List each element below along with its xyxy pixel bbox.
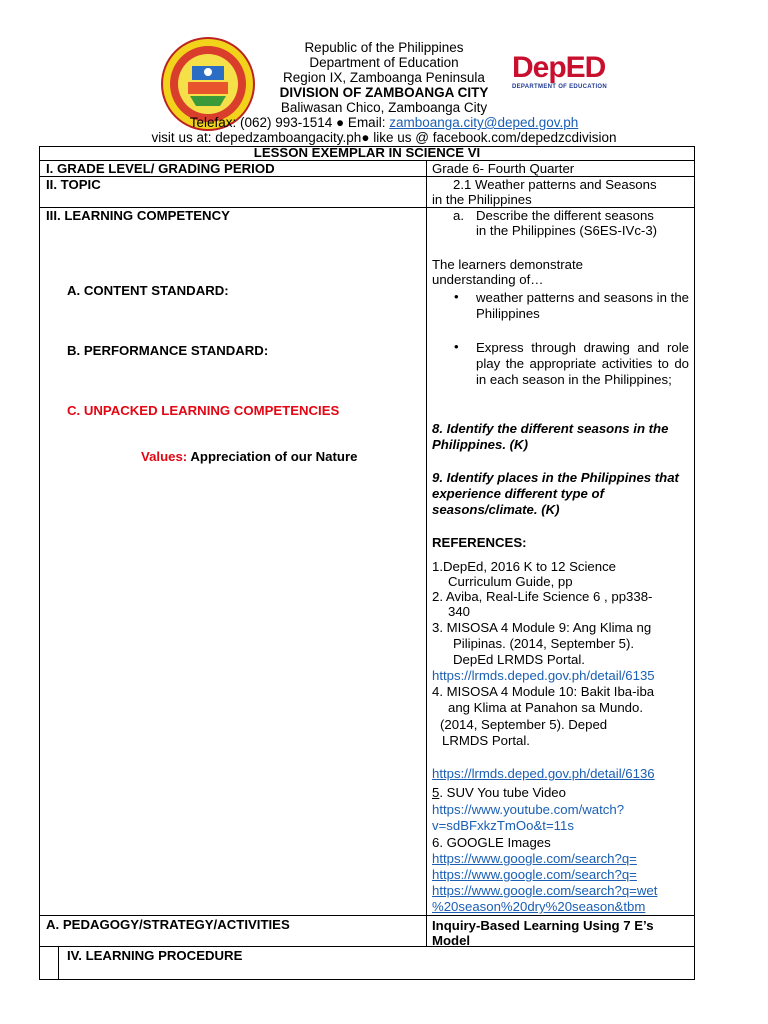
performance-bullet-text: Express through drawing and role play the appropriate activities to do in each season in the Philippines; [476, 340, 689, 387]
header-address: Baliwasan Chico, Zamboanga City [280, 100, 488, 115]
ref4-line3: (2014, September 5). Deped [440, 717, 608, 732]
ref3-line1: 3. MISOSA 4 Module 9: Ang Klima ng [432, 620, 652, 635]
deped-logo-subtext: DEPARTMENT OF EDUCATION [512, 84, 608, 90]
bullet-dot: • [454, 339, 459, 354]
content-intro-line2: understanding of… [432, 272, 544, 287]
ref4-line1: 4. MISOSA 4 Module 10: Bakit Iba-iba [432, 684, 655, 699]
unpacked-competencies-label: C. UNPACKED LEARNING COMPETENCIES [67, 403, 340, 418]
content-intro-line1: The learners demonstrate [432, 257, 583, 272]
topic-value-line2: in the Philippines [432, 192, 532, 207]
ref6-link3-line2[interactable]: %20season%20dry%20season&tbm [432, 899, 646, 914]
grade-level-value: Grade 6- Fourth Quarter [432, 161, 575, 176]
ref5-link-line2[interactable]: v=sdBFxkzTmOo&t=11s [432, 818, 574, 833]
competency-line2: in the Philippines (S6ES-IVc-3) [476, 223, 658, 238]
bullet-dot: • [454, 289, 459, 304]
ref1-line2: Curriculum Guide, pp [448, 574, 573, 589]
telefax-text: Telefax: (062) 993-1514 ● Email: [189, 115, 390, 130]
ref6-link2[interactable]: https://www.google.com/search?q= [432, 867, 637, 882]
ref4-link[interactable]: https://lrmds.deped.gov.ph/detail/6136 [432, 766, 655, 781]
ref2-line1: 2. Aviba, Real-Life Science 6 , pp338- [432, 589, 653, 604]
ref5-number: 5 [432, 785, 440, 800]
table-divider [58, 979, 695, 980]
ref3-line2: Pilipinas. (2014, September 5). [453, 636, 635, 651]
table-divider [39, 915, 695, 916]
ref2-line2: 340 [448, 604, 471, 619]
ref5-text: . SUV You tube Video [439, 785, 566, 800]
performance-standard-label: B. PERFORMANCE STANDARD: [67, 343, 269, 358]
grade-level-label: I. GRADE LEVEL/ GRADING PERIOD [46, 161, 275, 176]
header-region: Region IX, Zamboanga Peninsula [283, 70, 485, 85]
values-label: Values: [141, 449, 188, 464]
header-telefax [0, 115, 768, 130]
learning-procedure-label: IV. LEARNING PROCEDURE [67, 948, 243, 963]
table-column-divider [426, 160, 427, 946]
header-division: DIVISION OF ZAMBOANGA CITY [279, 85, 489, 100]
ref3-link[interactable]: https://lrmds.deped.gov.ph/detail/6135 [432, 668, 655, 683]
pedagogy-value-line1: Inquiry-Based Learning Using 7 E’s [432, 918, 654, 933]
content-standard-label: A. CONTENT STANDARD: [67, 283, 229, 298]
competency-marker: a. [453, 208, 464, 223]
pedagogy-value-line2: Model [432, 933, 471, 948]
objective-8: 8. Identify the different seasons in the Philippines. (K) [432, 421, 669, 452]
values-line [141, 449, 357, 465]
header-visit: visit us at: depedzamboangacity.ph● like us @ facebook.com/depedzcdivision [151, 130, 617, 145]
table-column-divider [58, 946, 59, 980]
ref5-line [432, 785, 566, 801]
topic-label: II. TOPIC [46, 177, 101, 192]
competency-line1: Describe the different seasons [476, 208, 654, 223]
ref6-link1[interactable]: https://www.google.com/search?q= [432, 851, 637, 866]
topic-value-line1: 2.1 Weather patterns and Seasons [453, 177, 657, 192]
header-department: Department of Education [309, 55, 459, 70]
deped-logo-icon [512, 52, 612, 96]
pedagogy-label: A. PEDAGOGY/STRATEGY/ACTIVITIES [46, 917, 290, 932]
ref6-link3-line1[interactable]: https://www.google.com/search?q=wet [432, 883, 658, 898]
values-text: Appreciation of our Nature [187, 449, 358, 464]
deped-logo-text: DepED [512, 51, 606, 84]
objective-9: 9. Identify places in the Philippines that experience different type of seasons/climate. (K) [432, 470, 679, 517]
ref5-link-line1[interactable]: https://www.youtube.com/watch? [432, 802, 625, 817]
ref6-text: 6. GOOGLE Images [432, 835, 551, 850]
table-divider [39, 946, 695, 947]
header-republic: Republic of the Philippines [304, 40, 464, 55]
email-link[interactable]: zamboanga.city@deped.gov.ph [389, 115, 579, 130]
ref1-line1: 1.DepEd, 2016 K to 12 Science [432, 559, 617, 574]
learning-competency-label: III. LEARNING COMPETENCY [46, 208, 230, 223]
ref4-line2: ang Klima at Panahon sa Mundo. [448, 700, 644, 715]
references-label: REFERENCES: [432, 535, 527, 550]
table-title: LESSON EXEMPLAR IN SCIENCE VI [253, 145, 481, 160]
ref4-line4: LRMDS Portal. [442, 733, 530, 748]
ref3-line3: DepEd LRMDS Portal. [453, 652, 585, 667]
content-bullet-text: weather patterns and seasons in the Philippines [476, 290, 689, 321]
